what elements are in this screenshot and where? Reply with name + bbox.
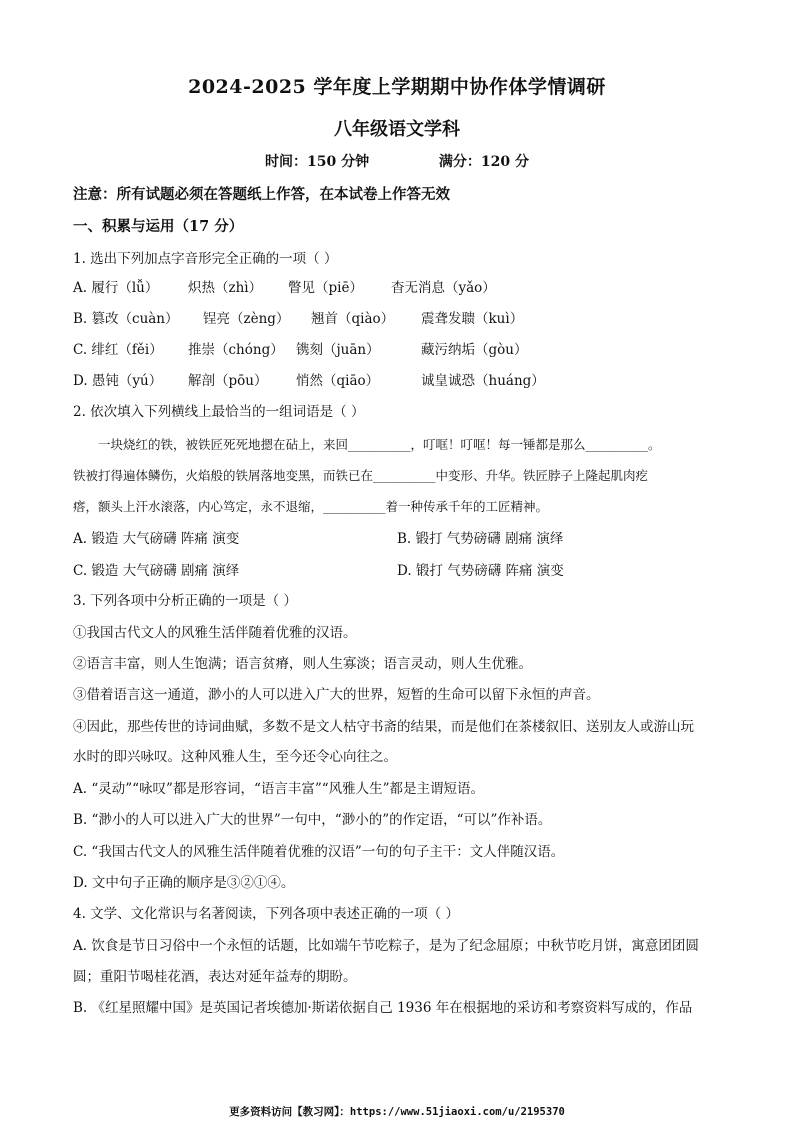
q3-sentence: ①我国古代文人的风雅生活伴随着优雅的汉语。 — [73, 625, 357, 641]
q4-stem: 4. 文学、文化常识与名著阅读，下列各项中表述正确的一项（ ） — [73, 906, 459, 922]
q2-option-row: A. 锻造 大气磅礴 阵痛 演变 B. 锻打 气势磅礴 剧痛 演绎 — [73, 531, 564, 547]
q3-sentence: ④因此，那些传世的诗词曲赋，多数不是文人枯守书斋的结果，而是他们在茶楼叙旧、送别友人或游山玩 — [73, 719, 694, 735]
q3-sentence: ②语言丰富，则人生饱满；语言贫瘠，则人生寡淡；语言灵动，则人生优雅。 — [73, 656, 532, 672]
footer-link[interactable]: 更多资料访问【教习网】：https://www.51jiaoxi.com/u/2195370 — [229, 1106, 565, 1118]
q3-option: B. “渺小的人可以进入广大的世界”一句中，“渺小的”的作定语，“可以”作补语。 — [73, 812, 552, 828]
exam-subtitle: 八年级语文学科 — [334, 119, 460, 140]
q3-option: D. 文中句子正确的顺序是③②①④。 — [73, 875, 295, 891]
q3-sentence: 水时的即兴咏叹。这种风雅人生，至今还令心向往之。 — [73, 749, 397, 765]
q3-option: A. “灵动”“咏叹”都是形容词，“语言丰富”“风雅人生”都是主谓短语。 — [73, 781, 485, 797]
q4-line: A. 饮食是节日习俗中一个永恒的话题，比如端午节吃粽子，是为了纪念屈原；中秋节吃月饼，寓意团团圆 — [73, 938, 699, 954]
section-heading: 一、积累与运用（17 分） — [73, 218, 244, 235]
q2-passage-line: 铁被打得遍体鳞伤，火焰般的铁屑落地变黑，而铁已在__________中变形、升华。铁匠脖子上隆起肌肉疙 — [73, 468, 649, 483]
q2-passage-line: 瘩，额头上汗水滚落，内心笃定，永不退缩，__________着一种传承千年的工匠精神。 — [73, 499, 549, 514]
q2-passage-line: 一块烧红的铁，被铁匠死死地摁在砧上，来回__________，叮哐！叮哐！每一锤都是那么__________。 — [98, 437, 661, 452]
exam-time: 时间：150 分钟 — [265, 154, 370, 170]
q3-sentence: ③借着语言这一通道，渺小的人可以进入广大的世界，短暂的生命可以留下永恒的声音。 — [73, 687, 600, 703]
q1-option-row: C. 绯红（fěi） 推崇（chóng） 镌刻（juān） 藏污纳垢（gòu） — [73, 342, 528, 358]
q1-option-row: D. 愚钝（yú） 解剖（pōu） 悄然（qiāo） 诚皇诚恐（huáng） — [73, 373, 545, 389]
q3-option: C. “我国古代文人的风雅生活伴随着优雅的汉语”一句的句子主干：文人伴随汉语。 — [73, 844, 565, 860]
q1-option-row: B. 篡改（cuàn） 锃亮（zèng） 翘首（qiào） 震聋发聩（kuì） — [73, 311, 524, 327]
exam-meta — [0, 151, 794, 171]
q4-line: B. 《红星照耀中国》是英国记者埃德加·斯诺依据自己 1936 年在根据地的采访和考察资料写成的，作品 — [73, 1000, 693, 1016]
exam-score: 满分：120 分 — [438, 154, 529, 170]
exam-notice: 注意：所有试题必须在答题纸上作答，在本试卷上作答无效 — [73, 186, 450, 203]
q4-line: 圆；重阳节喝桂花酒，表达对延年益寿的期盼。 — [73, 969, 357, 985]
exam-title: 2024-2025 学年度上学期期中协作体学情调研 — [188, 76, 606, 98]
q2-stem: 2. 依次填入下列横线上最恰当的一组词语是（ ） — [73, 404, 365, 420]
q2-option-row: C. 锻造 大气磅礴 剧痛 演绎 D. 锻打 气势磅礴 阵痛 演变 — [73, 563, 564, 579]
q1-stem: 1. 选出下列加点字音形完全正确的一项（ ） — [73, 251, 338, 267]
q3-stem: 3. 下列各项中分析正确的一项是（ ） — [73, 593, 297, 609]
q1-option-row: A. 履行（lǚ） 炽热（zhì） 瞥见（piē） 杳无消息（yǎo） — [73, 280, 496, 296]
